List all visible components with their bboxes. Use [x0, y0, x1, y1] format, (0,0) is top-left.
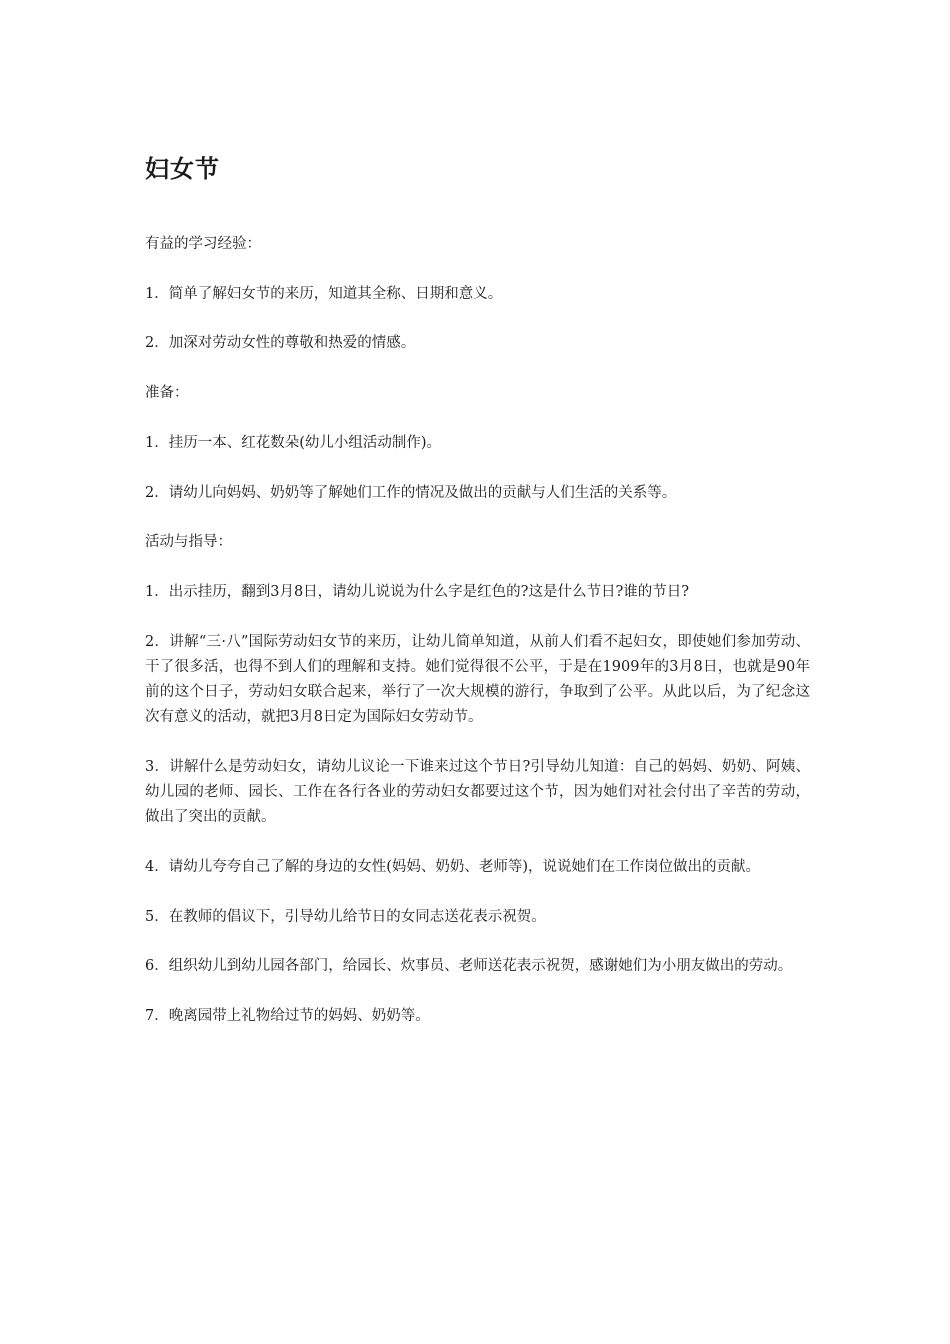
learning-item-1: 1．简单了解妇女节的来历，知道其全称、日期和意义。	[145, 285, 503, 302]
activity-item-1: 1．出示挂历，翻到3月8日，请幼儿说说为什么字是红色的?这是什么节日?谁的节日?	[145, 583, 689, 600]
activity-item-2: 2．讲解“三·八”国际劳动妇女节的来历，让幼儿简单知道，从前人们看不起妇女，即使她们参加劳动、干了很多活，也得不到人们的理解和支持。她们觉得很不公平，于是在1909年的3月8日，也就是90年前的这个日子，劳动妇女联合起来，举行了一次大规模的游行，争取到了公平。从此以后，为了纪念这次有意义的活动，就把3月8日定为国际妇女劳动节。	[145, 633, 810, 726]
section-heading-preparation: 准备：	[145, 385, 189, 402]
document-title: 妇女节	[145, 154, 220, 183]
learning-item-2: 2．加深对劳动女性的尊敬和热爱的情感。	[145, 335, 416, 352]
section-heading-activity: 活动与指导：	[145, 534, 232, 551]
preparation-item-2: 2．请幼儿向妈妈、奶奶等了解她们工作的情况及做出的贡献与人们生活的关系等。	[145, 484, 677, 501]
activity-item-6: 6．组织幼儿到幼儿园各部门，给园长、炊事员、老师送花表示祝贺，感谢她们为小朋友做出的劳动。	[145, 958, 793, 975]
document-body	[145, 232, 810, 1054]
activity-item-7: 7．晚离园带上礼物给过节的妈妈、奶奶等。	[145, 1008, 430, 1025]
activity-item-5: 5．在教师的倡议下，引导幼儿给节日的女同志送花表示祝贺。	[145, 908, 546, 925]
preparation-item-1: 1．挂历一本、红花数朵(幼儿小组活动制作)。	[145, 434, 442, 451]
activity-item-3: 3．讲解什么是劳动妇女，请幼儿议论一下谁来过这个节日?引导幼儿知道：自己的妈妈、奶奶、阿姨、幼儿园的老师、园长、工作在各行各业的劳动妇女都要过这个节，因为她们对社会付出了辛苦的劳动，做出了突出的贡献。	[145, 758, 810, 826]
section-heading-learning: 有益的学习经验：	[145, 236, 261, 252]
activity-item-4: 4．请幼儿夸夸自己了解的身边的女性(妈妈、奶奶、老师等)，说说她们在工作岗位做出的贡献。	[145, 859, 761, 876]
